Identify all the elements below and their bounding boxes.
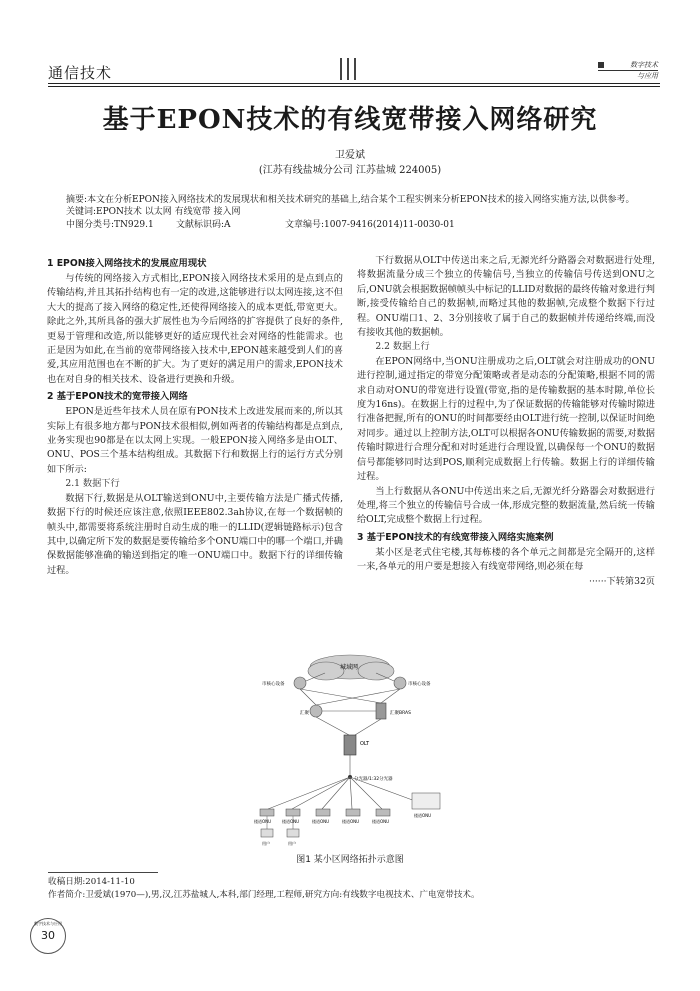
topology-diagram [230, 653, 470, 848]
figure-caption: 图1 某小区网络拓扑示意图 [296, 855, 404, 865]
affiliation: (江苏有线盐城分公司 江苏盐城 224005) [258, 165, 442, 176]
core-left-label: 市核心设备 [262, 682, 285, 687]
clc-number: 中图分类号:TN929.1 [66, 220, 154, 230]
onu-label: 楼道ONU [372, 819, 390, 824]
splitter-label: 分光器/1:32分光器 [354, 777, 393, 782]
heading-3: 3 基于EPON技术的有线宽带接入网络实施案例 [357, 531, 554, 543]
logo-square-icon [598, 62, 604, 68]
onu-icon [316, 809, 330, 816]
paragraph: 数据下行,数据是从OLT输送到ONU中,主要传输方法是广播式传播,数据下行的时候还应该注意,依照IEEE802.3ah协议,在每一个数据帧的帧头中,都需要将系统注册时自动生成的唯一的LLID(逻辑链路标示)包含其中,以确定所下发的数据是要传输给多个ONU端口中的哪一个端口,并确保数据能够准确的输送到指定的唯一ONU端口中。数据下行的详细传输过程。 [47, 492, 343, 576]
onu-label: 楼道ONU [254, 819, 272, 824]
aggregation-left-icon [310, 705, 322, 717]
onu-icon [376, 809, 390, 816]
keywords: 关键词:EPON技术 以太网 有线宽带 接入网 [66, 207, 241, 217]
olt-icon [344, 735, 356, 755]
user-label: 用户 [262, 841, 270, 846]
cloud-label: 城域网 [340, 664, 359, 671]
paragraph: 下行数据从OLT中传送出来之后,无源光纤分路器会对数据进行处理,将数据流量分成三个独立的传输信号,当独立的传输信号传送到ONU之后,ONU就会根据数据帧帧头中标记的LLID对数据的最终传输对象进行判断,接受传输给自己的数据帧,而略过其他的数据帧,完成整个数据下行过程。ONU端口1、2、3分别接收了属于自己的数据帧并传递给终端,而没有接收其他的数据帧。 [357, 255, 655, 339]
abstract: 摘要:本文在分析EPON接入网络技术的发展现状和相关技术研究的基础上,结合某个工程实例来分析EPON技术的接入网络实施方法,以供参考。 [66, 195, 635, 205]
journal-logo [598, 60, 658, 82]
user-label: 用户 [288, 841, 296, 846]
continued-note: ······下转第32页 [589, 575, 655, 587]
page-badge [30, 918, 66, 954]
bras-label: 汇聚BRAS [390, 711, 411, 716]
badge-text: 数字技术与应用 [34, 921, 62, 926]
onu-icon [346, 809, 360, 816]
header-rule [48, 83, 660, 84]
left-column [47, 254, 343, 578]
subheading-2-2: 2.2 数据上行 [375, 341, 430, 353]
page-number: 30 [41, 929, 55, 942]
section-tag: 通信技术 [48, 64, 113, 82]
core-router-right-icon [394, 677, 406, 689]
onu-label: 楼道ONU [414, 813, 432, 818]
received-date: 收稿日期:2014-11-10 [48, 877, 135, 887]
heading-1: 1 EPON接入网络技术的发展应用现状 [47, 258, 207, 269]
right-column [357, 254, 655, 589]
doc-code: 文献标识码:A [176, 220, 231, 230]
onu-label: 楼道ONU [282, 819, 300, 824]
paragraph: 在EPON网络中,当ONU注册成功之后,OLT就会对注册成功的ONU进行控制,通过指定的带宽分配策略或者是动态的分配策略,根据不同的需求自动对ONU的带宽进行设置(带宽,指的是传输数据的基本时隙,单位长度为16ns)。在数据上行的过程中,为了保证数据的传输能够对传输时隙进行准备把握,所有的ONU的时间都要经由OLT进行统一控制,以保证时间绝对同步。通过以上控制方法,OLT可以根据各ONU传输数据的需要,对数据传输时隙进行合理分配和对时延进行合理设置,以确保每一个ONU的数据信号都能够同时达到POS,顺利完成数据上行传输。数据上行的详细传输过程。 [357, 355, 655, 483]
building-icon [412, 793, 440, 809]
author-bio: 作者简介:卫爱斌(1970—),男,汉,江苏盐城人,本科,部门经理,工程师,研究方向:有线数字电视技术、广电宽带技术。 [48, 890, 480, 900]
paper-title: 基于EPON技术的有线宽带接入网络研究 [102, 105, 598, 135]
onu-icon [260, 809, 274, 816]
footnote-rule [48, 872, 158, 873]
subheading-2-1: 2.1 数据下行 [65, 478, 120, 490]
aggregation-left-label: 汇聚 [300, 711, 309, 716]
paragraph: 某小区是老式住宅楼,其每栋楼的各个单元之间都是完全隔开的,这样一来,各单元的用户要是想接入有线宽带网络,则必须在每 [357, 546, 655, 573]
paragraph: 当上行数据从各ONU中传送出来之后,无源光纤分路器会对数据进行处理,将三个独立的传输信号合成一体,形成完整的数据流量,然后统一传输给OLT,完成整个数据上行过程。 [357, 485, 655, 526]
user-pc-icon [287, 829, 299, 837]
user-pc-icon [261, 829, 273, 837]
article-number: 文章编号:1007-9416(2014)11-0030-01 [285, 220, 455, 230]
core-right-label: 市核心设备 [408, 682, 431, 687]
logo-line2: 与应用 [598, 70, 658, 81]
onu-label: 楼道ONU [342, 819, 360, 824]
core-router-left-icon [294, 677, 306, 689]
network-topology-figure [230, 653, 470, 848]
bras-server-icon [376, 703, 386, 719]
heading-2: 2 基于EPON技术的宽带接入网络 [47, 391, 188, 403]
header-bars [340, 58, 360, 80]
onu-icon [286, 809, 300, 816]
author: 卫爱斌 [335, 150, 365, 161]
paragraph: EPON是近些年技术人员在原有PON技术上改进发展而来的,所以其实际上有很多地方都与PON技术很相似,例如两者的传输结构都是点到点,业务实现也90都是在以太网上实现。一般EPON接入网络多是由OLT、ONU、POS三个基本结构组成。其数据下行和数据上行的运行方式分别如下所示: [47, 406, 343, 475]
onu-label: 楼道ONU [312, 819, 330, 824]
header-rule-2 [48, 86, 660, 87]
logo-line1: 数字技术 [630, 61, 658, 69]
paragraph: 与传统的网络接入方式相比,EPON接入网络技术采用的是点到点的传输结构,并且其拓扑结构也有一定的改进,这能够进行以太网连接,这不但大大的提高了接入网络的稳定性,还使得网络接入的成本更低,带宽更大。除此之外,其所具备的强大扩展性也为今后网络的扩容提供了良好的条件,更易于管理和改造,所以能够更好的适应现代社会对网络的性能需求。也正是因为如此,在当前的宽带网络接入技术中,EPON越来越受到人们的喜爱,其应用范围也在不断的扩大。为了更好的满足用户的需求,EPON技术也在对自身的相关技术、设备进行更换和升级。 [47, 273, 343, 385]
olt-label: OLT [360, 741, 370, 747]
